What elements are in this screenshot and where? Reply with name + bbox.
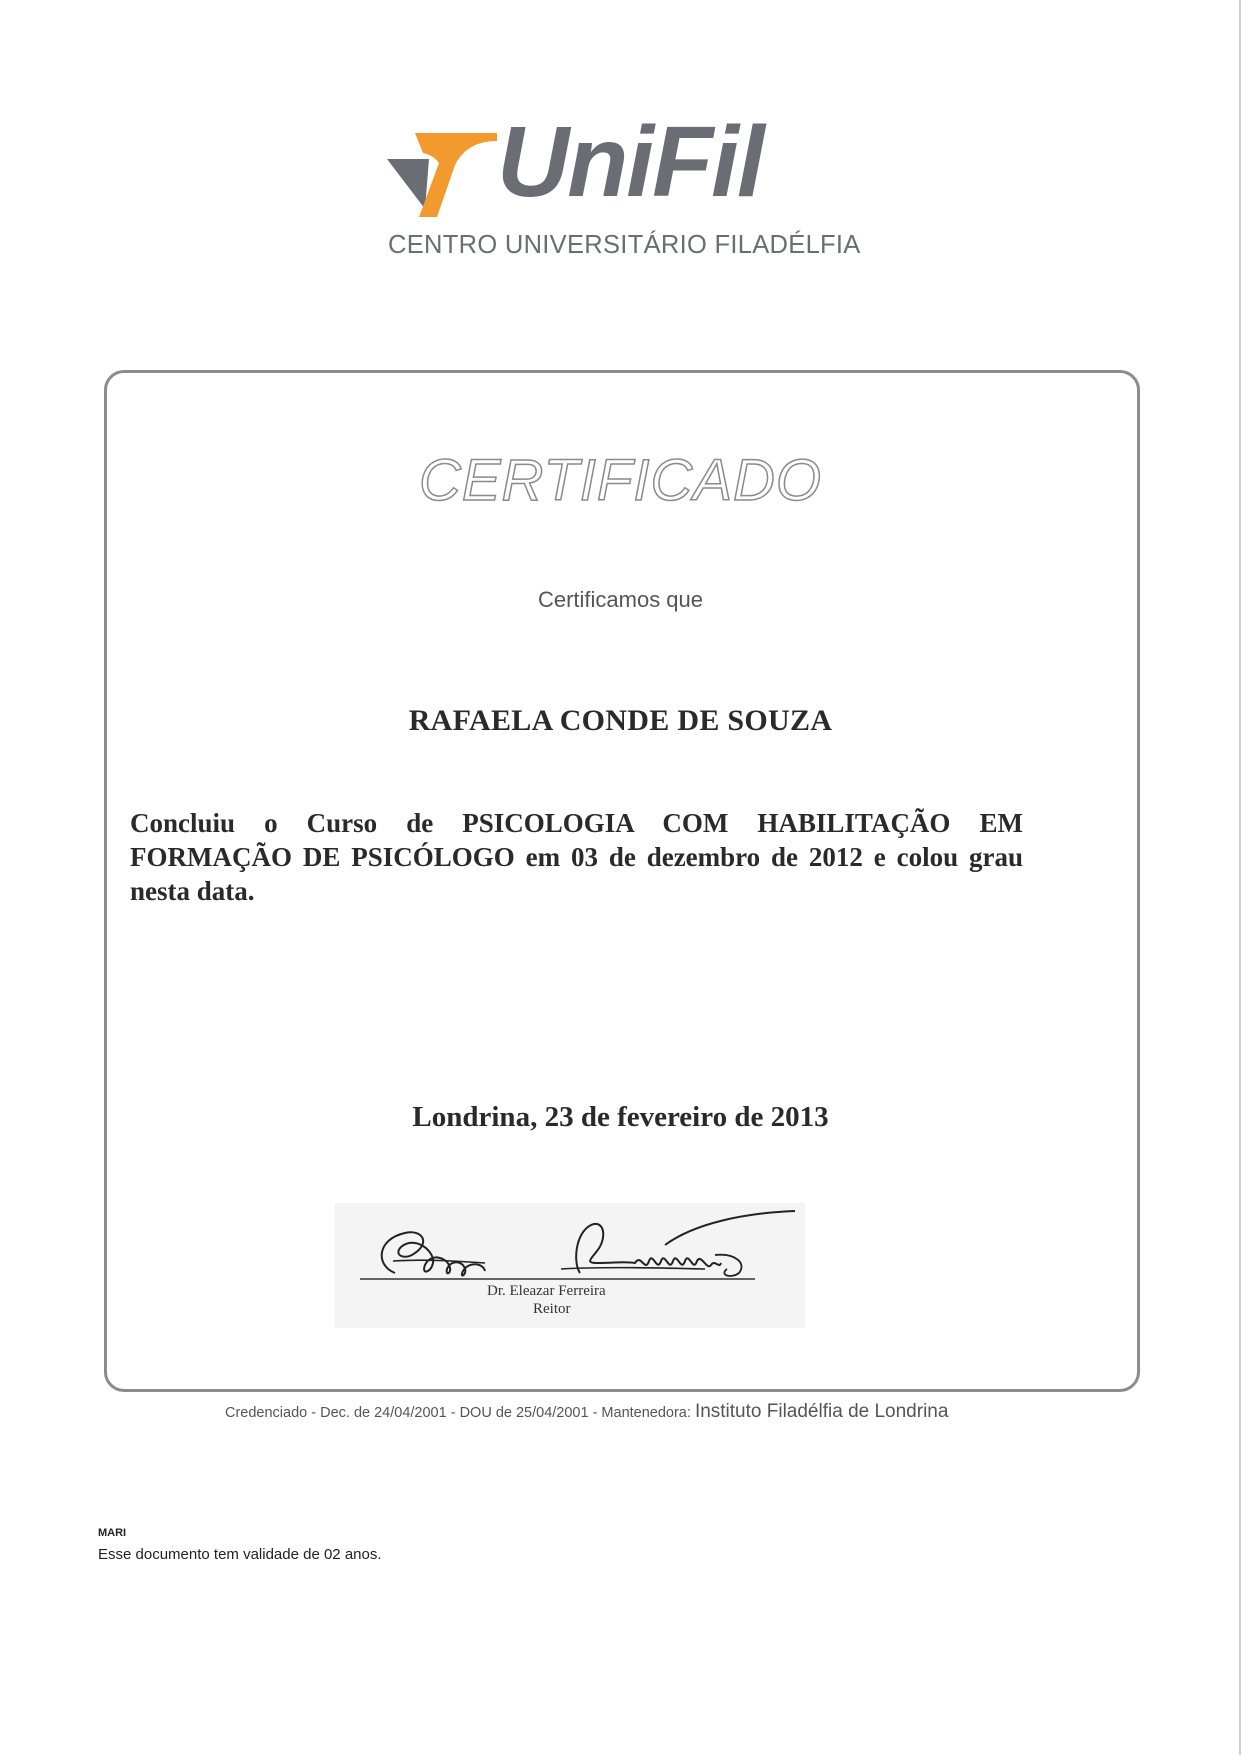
unifil-logo: [385, 106, 865, 268]
footer-credential-text: Credenciado - Dec. de 24/04/2001 - DOU de 25/04/2001 - Mantenedora:: [225, 1405, 695, 1421]
unifil-bird-mark-icon: [385, 131, 505, 221]
document-code: MARI: [98, 1527, 127, 1539]
certificate-body: Concluiu o Curso de PSICOLOGIA COM HABILITAÇÃO EM FORMAÇÃO DE PSICÓLOGO em 03 de dezembro de 2012 e colou grau nesta data.: [130, 808, 1023, 906]
footer-maintainer: Instituto Filadélfia de Londrina: [694, 1401, 949, 1422]
recipient-name: RAFAELA CONDE DE SOUZA: [408, 704, 833, 737]
signer-name: Dr. Eleazar Ferreira: [487, 1283, 606, 1299]
place-date: Londrina, 23 de fevereiro de 2013: [412, 1101, 829, 1133]
certificate-intro: Certificamos que: [537, 587, 704, 612]
signer-role: Reitor: [533, 1301, 571, 1317]
logo-subtitle: CENTRO UNIVERSITÁRIO FILADÉLFIA: [388, 231, 861, 259]
validity-note: Esse documento tem validade de 02 anos.: [98, 1546, 382, 1563]
logo-wordmark: UniFil: [497, 106, 763, 218]
footer-credential: [225, 1401, 948, 1423]
certificate-title: CERTIFICADO: [418, 448, 823, 513]
